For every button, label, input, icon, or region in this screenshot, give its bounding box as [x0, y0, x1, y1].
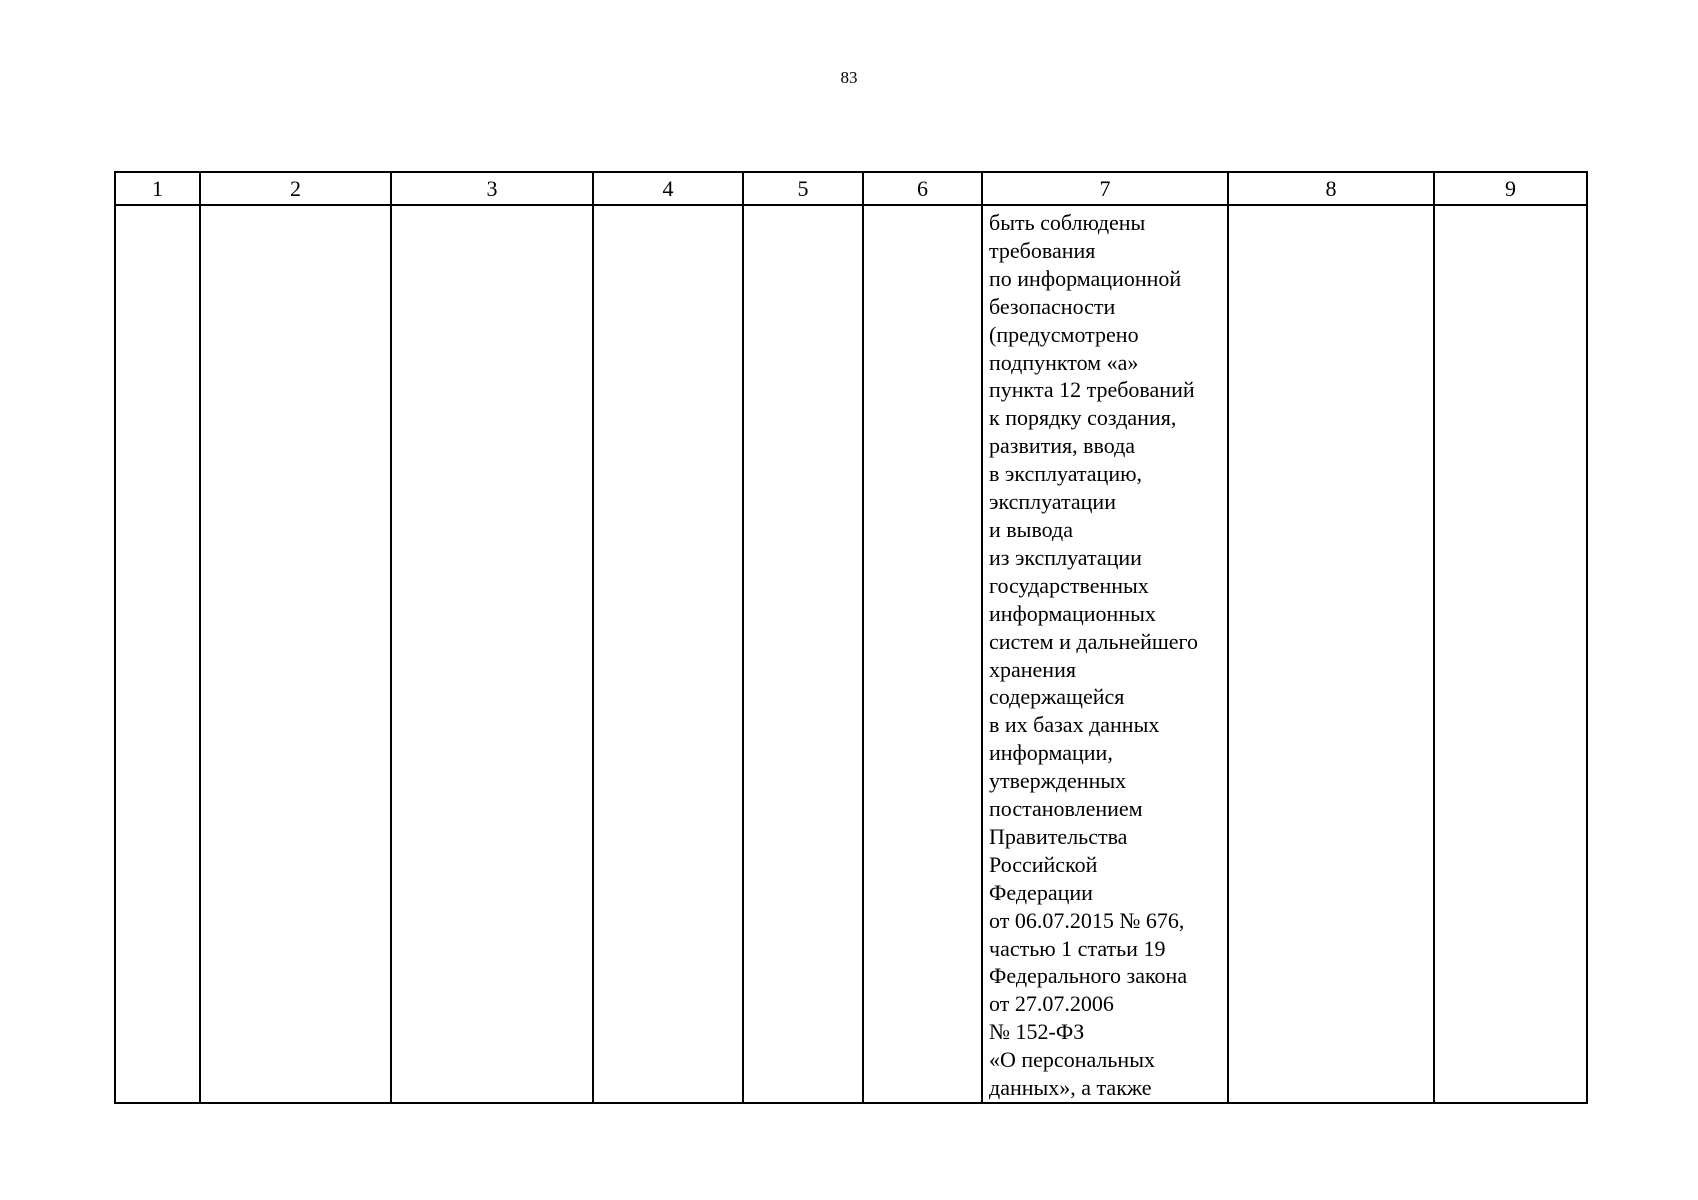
- cell-text-line: Российской: [989, 851, 1098, 877]
- table-cell-col-5: [743, 205, 863, 1103]
- table-cell-col-8: [1228, 205, 1434, 1103]
- column-header-2: 2: [200, 172, 391, 205]
- column-header-9: 9: [1434, 172, 1587, 205]
- cell-text-line: данных», а также: [989, 1075, 1152, 1101]
- column-header-3: 3: [391, 172, 593, 205]
- column-header-7: 7: [982, 172, 1228, 205]
- cell-text-line: быть соблюдены: [989, 210, 1146, 235]
- cell-text-line: по информационной: [989, 265, 1182, 291]
- cell-text-line: Федерации: [989, 879, 1093, 905]
- cell-text-line: в эксплуатацию,: [989, 461, 1143, 487]
- cell-text-line: к порядку создания,: [989, 405, 1177, 431]
- cell-text-line: «О персональных: [989, 1047, 1155, 1073]
- table-header-row: [115, 172, 1587, 205]
- table-cell-col-7: [982, 205, 1228, 1103]
- cell-text-line: подпунктом «а»: [989, 349, 1139, 375]
- cell-text-line: от 27.07.2006: [989, 991, 1114, 1017]
- cell-text-line: систем и дальнейшего: [989, 628, 1199, 654]
- page-number: 83: [840, 68, 858, 87]
- cell-text-line: частью 1 статьи 19: [989, 935, 1166, 961]
- table-cell-col-6: [863, 205, 982, 1103]
- table-cell-col-1: [115, 205, 200, 1103]
- cell-text-line: в их базах данных: [989, 712, 1160, 738]
- cell-text-line: и вывода: [989, 516, 1074, 542]
- cell-text-line: № 152-ФЗ: [989, 1019, 1085, 1045]
- column-header-6: 6: [863, 172, 982, 205]
- cell-text-line: эксплуатации: [989, 489, 1116, 515]
- table-row: [115, 205, 1587, 1103]
- cell-text-line: постановлением: [989, 796, 1143, 822]
- cell-text-line: от 06.07.2015 № 676,: [989, 907, 1185, 933]
- cell-text-line: содержащейся: [989, 684, 1125, 710]
- cell-text-line: требования: [989, 237, 1096, 263]
- cell-text-line: информации,: [989, 740, 1113, 766]
- cell-text-line: информационных: [989, 600, 1156, 626]
- cell-text-line: безопасности: [989, 293, 1116, 319]
- column-header-5: 5: [743, 172, 863, 205]
- cell-text-line: развития, ввода: [989, 433, 1136, 459]
- cell-text-line: хранения: [989, 656, 1076, 682]
- cell-text-line: из эксплуатации: [989, 544, 1142, 570]
- cell-text-line: Федерального закона: [989, 963, 1188, 989]
- cell-text-line: государственных: [989, 572, 1149, 598]
- table-cell-col-4: [593, 205, 743, 1103]
- table-cell-col-3: [391, 205, 593, 1103]
- column-header-1: 1: [115, 172, 200, 205]
- column-header-4: 4: [593, 172, 743, 205]
- cell-text-line: (предусмотрено: [989, 321, 1139, 347]
- cell-text-line: Правительства: [989, 823, 1128, 849]
- table-cell-col-9: [1434, 205, 1587, 1103]
- cell-text-line: пункта 12 требований: [989, 377, 1195, 403]
- cell-text-col-7: [983, 206, 1227, 1102]
- document-table: [114, 171, 1588, 1104]
- cell-text-line: утвержденных: [989, 768, 1127, 794]
- column-header-8: 8: [1228, 172, 1434, 205]
- table-cell-col-2: [200, 205, 391, 1103]
